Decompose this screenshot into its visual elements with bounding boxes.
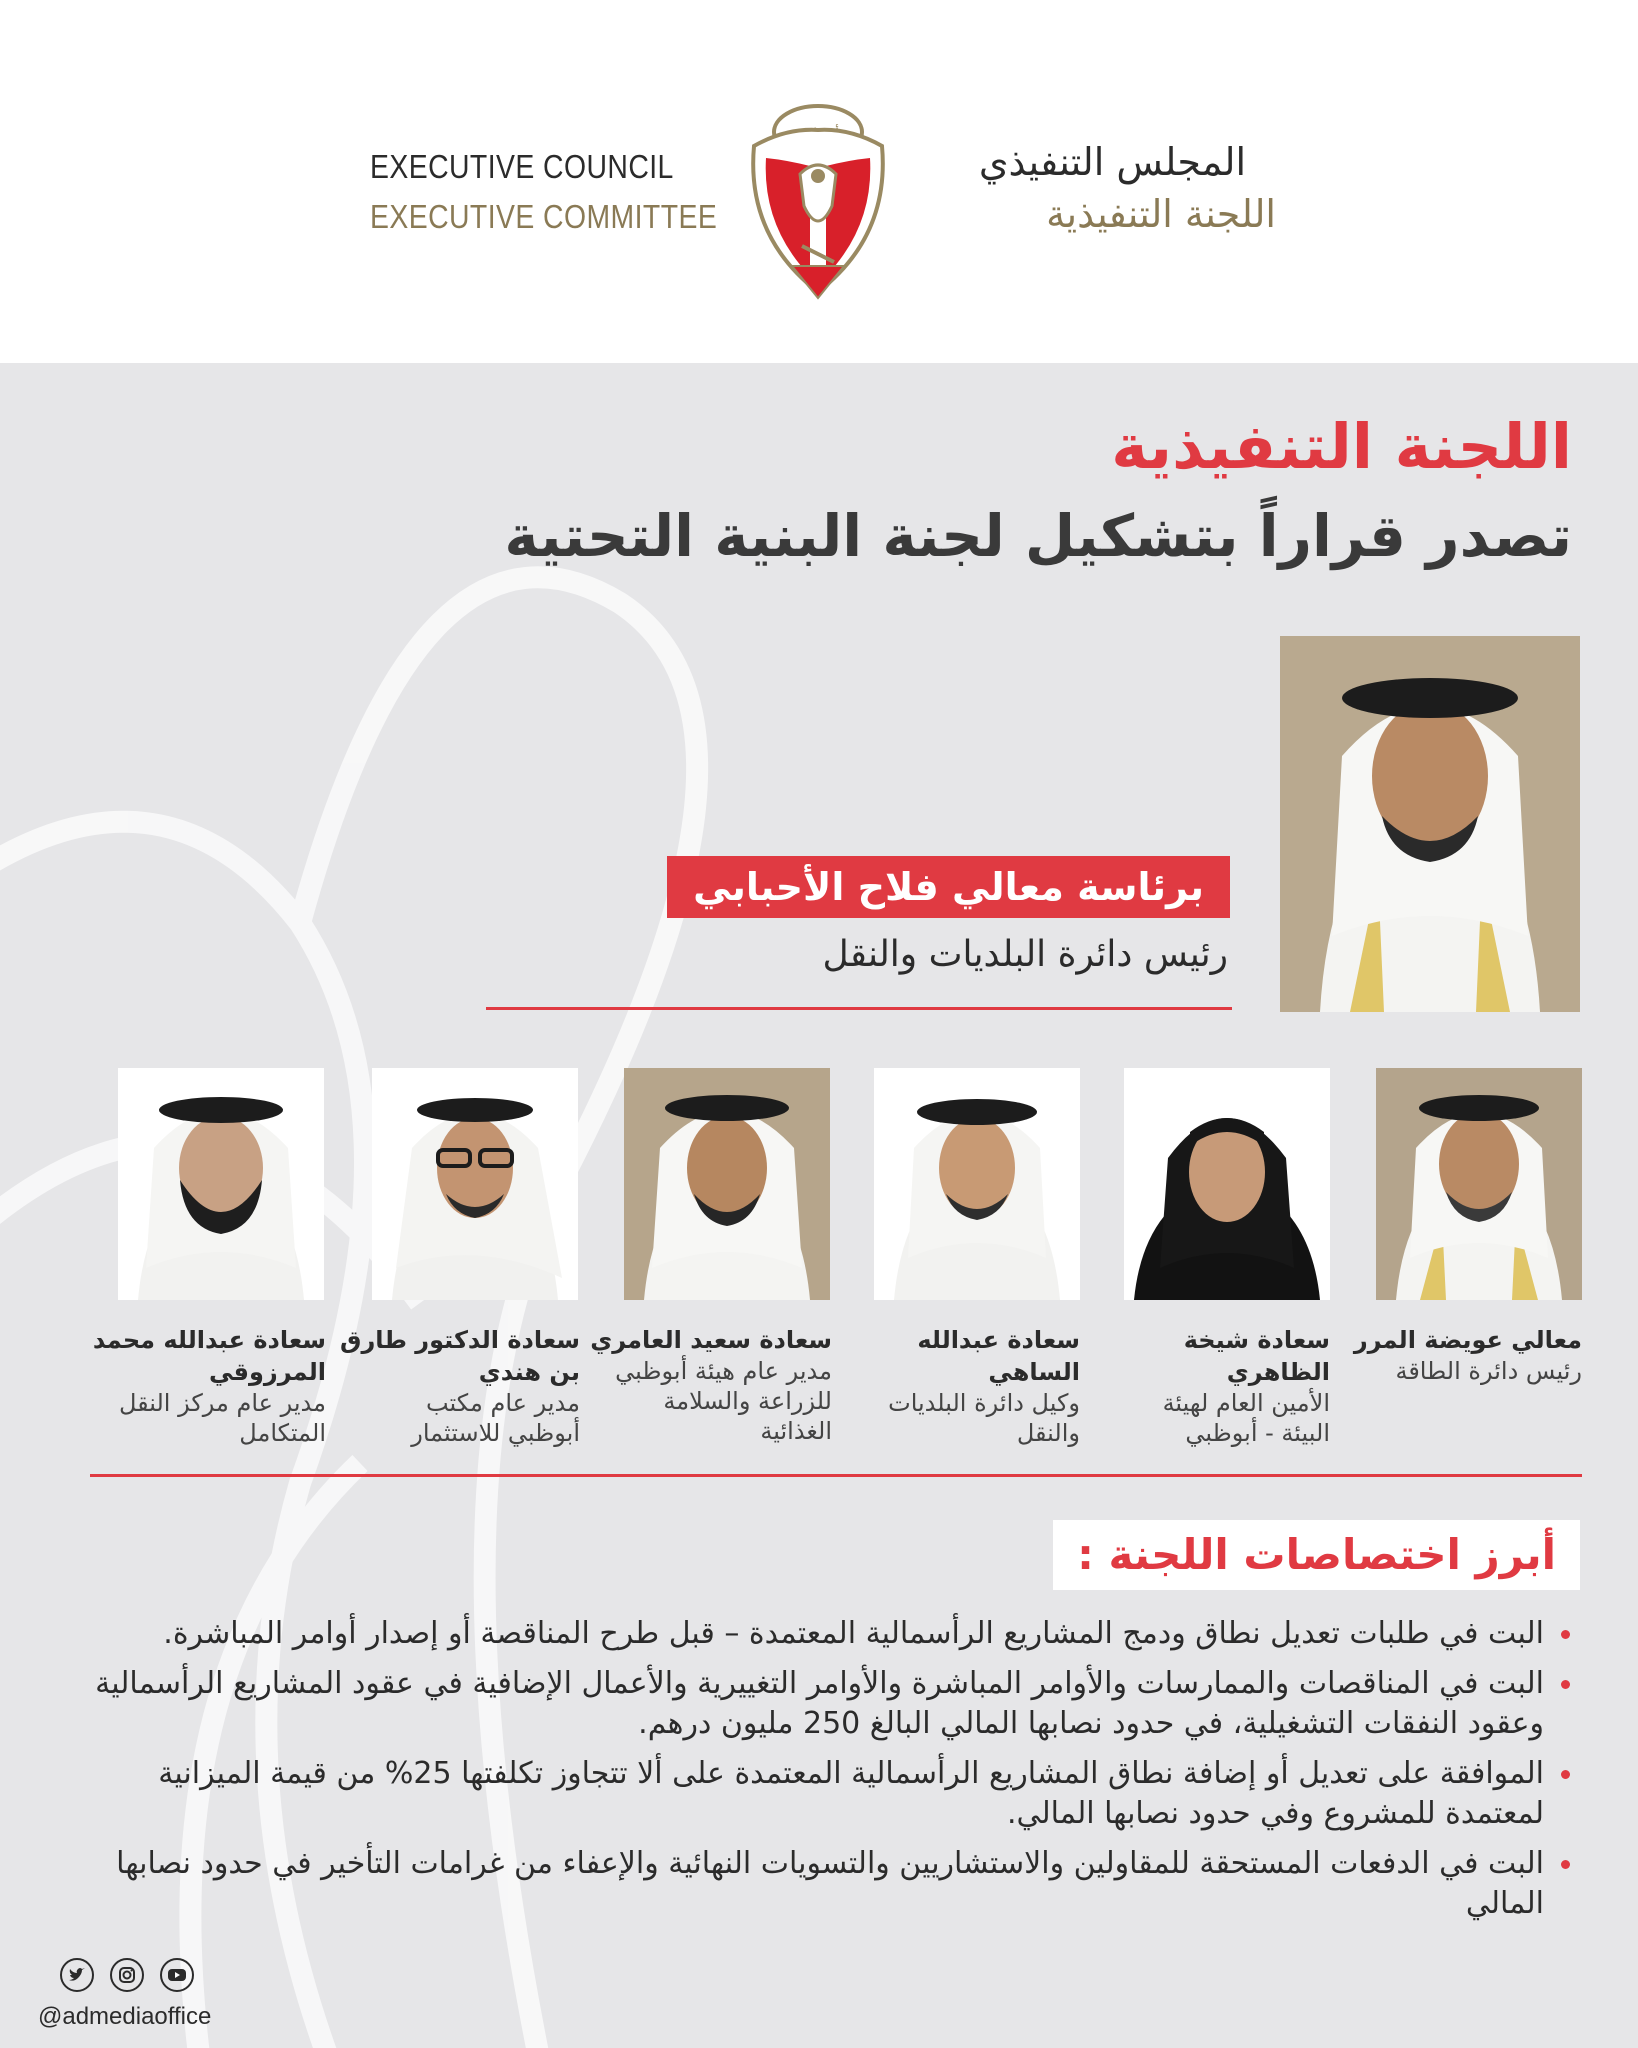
member-4-role: مدير عام هيئة أبوظبي للزراعة والسلامة الغذائية <box>615 1357 832 1445</box>
divider-chair <box>486 1007 1232 1010</box>
falcon-emblem-icon <box>740 86 896 306</box>
list-item: البت في الدفعات المستحقة للمقاولين والاستشاريين والتسويات النهائية والإعفاء من غرامات التأخير في حدود نصابها المالي <box>70 1844 1570 1924</box>
member-5-portrait <box>372 1068 578 1300</box>
member-4-info <box>588 1324 832 1446</box>
list-item: البت في طلبات تعديل نطاق ودمج المشاريع الرأسمالية المعتمدة – قبل طرح المناقصة أو إصدار أوامر المباشرة. <box>70 1614 1570 1654</box>
member-3-portrait <box>874 1068 1080 1300</box>
member-2-role: الأمين العام لهيئة البيئة - أبوظبي <box>1162 1389 1330 1447</box>
social-links <box>60 1958 194 1992</box>
bullet-dot-icon <box>1561 1630 1570 1639</box>
member-5-info <box>336 1324 580 1448</box>
bullet-dot-icon <box>1561 1680 1570 1689</box>
member-2-name: سعادة شيخة الظاهري <box>1183 1326 1330 1386</box>
member-3-name: سعادة عبدالله الساهي <box>917 1326 1080 1386</box>
member-1-name: معالي عويضة المرر <box>1353 1326 1582 1354</box>
ar-title: المجلس التنفيذي <box>978 140 1246 184</box>
list-item: الموافقة على تعديل أو إضافة نطاق المشاريع الرأسمالية المعتمدة على ألا تتجاوز تكلفتها 25% من قيمة الميزانية لمعتمدة للمشروع وفي حدود نصابها المالي. <box>70 1754 1570 1834</box>
responsibilities-list <box>70 1614 1570 1934</box>
list-item: البت في المناقصات والممارسات والأوامر المباشرة والأوامر التغييرية والأعمال الإضافية في عقود المشاريع الرأسمالية وعقود النفقات التشغيلية، في حدود نصابها المالي البالغ 250 مليون درهم. <box>70 1664 1570 1744</box>
bullet-dot-icon <box>1561 1860 1570 1869</box>
en-title: EXECUTIVE COUNCIL <box>370 148 674 185</box>
headline-title: اللجنة التنفيذية <box>1111 410 1572 483</box>
social-handle[interactable]: @admediaoffice <box>38 2003 212 2030</box>
chair-name-badge: برئاسة معالي فلاح الأحبابي <box>667 856 1230 918</box>
member-5-role: مدير عام مكتب أبوظبي للاستثمار <box>411 1389 580 1447</box>
member-5-name: سعادة الدكتور طارق بن هندي <box>340 1326 580 1386</box>
ar-subtitle: اللجنة التنفيذية <box>1046 192 1276 236</box>
member-1-portrait <box>1376 1068 1582 1300</box>
member-6-role: مدير عام مركز النقل المتكامل <box>118 1389 326 1447</box>
twitter-icon[interactable] <box>60 1958 94 1992</box>
chair-portrait-image <box>1280 636 1580 1012</box>
youtube-icon[interactable] <box>160 1958 194 1992</box>
member-3-role: وكيل دائرة البلديات والنقل <box>888 1389 1080 1447</box>
member-2-portrait <box>1124 1068 1330 1300</box>
chair-title: رئيس دائرة البلديات والنقل <box>822 934 1228 975</box>
member-1-role: رئيس دائرة الطاقة <box>1395 1357 1582 1385</box>
member-4-name: سعادة سعيد العامري <box>590 1326 832 1354</box>
chair-portrait <box>1280 636 1580 1012</box>
member-6-info <box>84 1324 326 1448</box>
bullet-dot-icon <box>1561 1770 1570 1779</box>
instagram-icon[interactable] <box>110 1958 144 1992</box>
member-4-portrait <box>624 1068 830 1300</box>
headline-subtitle: تصدر قراراً بتشكيل لجنة البنية التحتية <box>504 502 1572 570</box>
divider-members <box>90 1474 1582 1477</box>
member-6-portrait <box>118 1068 324 1300</box>
member-3-info <box>840 1324 1080 1448</box>
header <box>0 0 1638 363</box>
en-subtitle: EXECUTIVE COMMITTEE <box>370 198 718 235</box>
member-2-info <box>1090 1324 1330 1448</box>
member-1-info <box>1342 1324 1582 1386</box>
member-6-name: سعادة عبدالله محمد المرزوقي <box>92 1326 326 1386</box>
section-title: أبرز اختصاصات اللجنة : <box>1053 1520 1580 1590</box>
